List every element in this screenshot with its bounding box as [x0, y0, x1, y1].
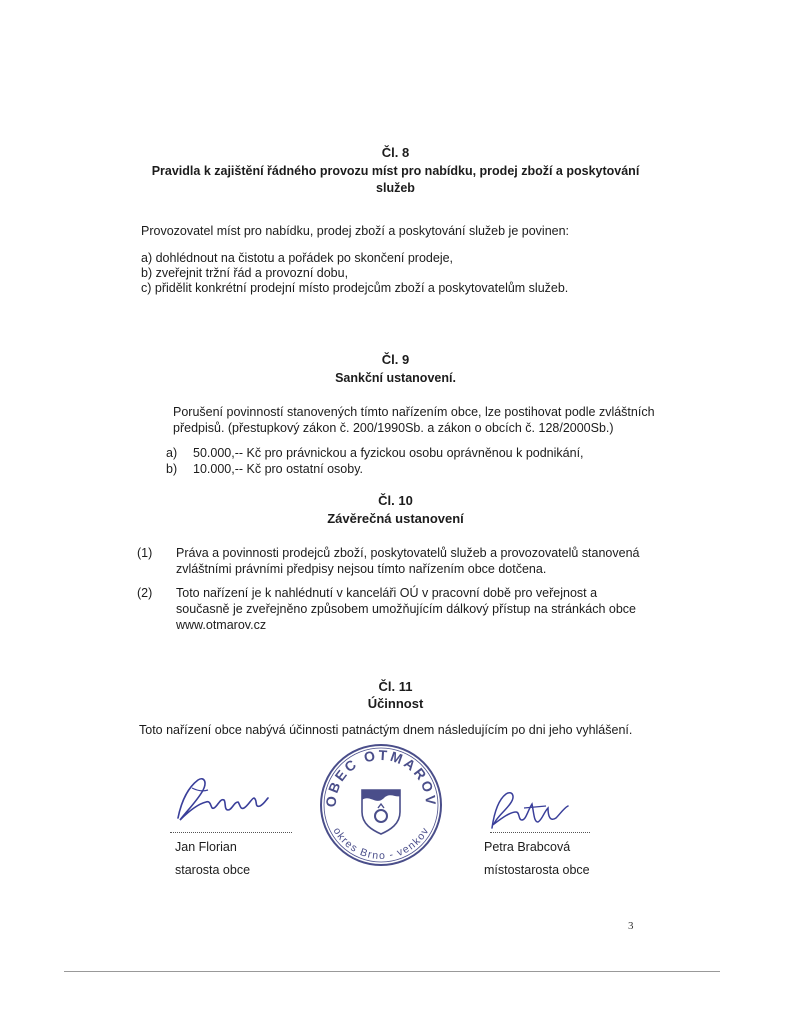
svg-text:okres Brno - venkov [330, 825, 431, 862]
art10-heading: Čl. 10 [378, 493, 413, 508]
art9-heading: Čl. 9 [381, 352, 410, 367]
art8-title-line2: služeb [376, 181, 415, 195]
art9-item-b-text: 10.000,-- Kč pro ostatní osoby. [193, 462, 364, 476]
right-signer-name: Petra Brabcová [484, 840, 571, 854]
art8-item-c: c) přidělit konkrétní prodejní místo prodejcům zboží a poskytovatelům služeb. [141, 281, 569, 295]
art10-item1-marker: (1) [137, 546, 153, 560]
stamp-top-text: OBEC OTMAROV [322, 746, 440, 808]
art8-item-a: a) dohlédnout na čistotu a pořádek po skončení prodeje, [141, 251, 454, 265]
art10-item2-marker: (2) [137, 586, 153, 600]
art11-heading: Čl. 11 [378, 679, 413, 694]
right-signer-role: místostarosta obce [484, 863, 590, 877]
left-signature-scribble [168, 768, 278, 832]
right-signature-scribble [484, 784, 580, 838]
left-signer-role: starosta obce [175, 863, 251, 877]
art9-title: Sankční ustanovení. [335, 371, 456, 385]
left-signer-name: Jan Florian [175, 840, 237, 854]
municipal-stamp [318, 742, 444, 868]
art10-item2-line3: www.otmarov.cz [176, 618, 267, 632]
bottom-divider [64, 971, 720, 972]
art8-title-line1: Pravidla k zajištění řádného provozu míst pro nabídku, prodej zboží a poskytování [151, 164, 640, 178]
art9-item-a-text: 50.000,-- Kč pro právnickou a fyzickou osobu oprávněnou k podnikání, [193, 446, 584, 460]
art10-item1-line2: zvláštními právními předpisy nejsou tímto nařízením obce dotčena. [176, 562, 547, 576]
page-number: 3 [628, 920, 634, 932]
stamp-bottom-text: okres Brno - venkov [330, 825, 432, 863]
art10-item2-line2: současně je zveřejněno způsobem umožňujícím dálkový přístup na stránkách obce [176, 602, 636, 616]
art9-para-line2: předpisů. (přestupkový zákon č. 200/1990Sb. a zákon o obcích č. 128/2000Sb.) [173, 421, 614, 435]
art9-item-b-marker: b) [166, 462, 178, 476]
art9-item-a-marker: a) [166, 446, 178, 460]
art11-text: Toto nařízení obce nabývá účinnosti patnáctým dnem následujícím po dni jeho vyhlášení. [139, 723, 633, 737]
art8-heading: Čl. 8 [381, 145, 410, 160]
art10-item2-line1: Toto nařízení je k nahlédnutí v kanceláři OÚ v pracovní době pro veřejnost a [176, 586, 598, 600]
art10-item1-line1: Práva a povinnosti prodejců zboží, poskytovatelů služeb a provozovatelů stanovená [176, 546, 640, 560]
right-signature-line [490, 832, 590, 833]
art10-title: Závěrečná ustanovení [327, 511, 464, 526]
art8-intro: Provozovatel míst pro nabídku, prodej zboží a poskytování služeb je povinen: [141, 224, 570, 238]
art9-para-line1: Porušení povinností stanovených tímto nařízením obce, lze postihovat podle zvláštních [173, 405, 655, 419]
left-signature-line [170, 832, 292, 833]
art8-item-b: b) zveřejnit tržní řád a provozní dobu, [141, 266, 349, 280]
art11-title: Účinnost [367, 696, 424, 711]
